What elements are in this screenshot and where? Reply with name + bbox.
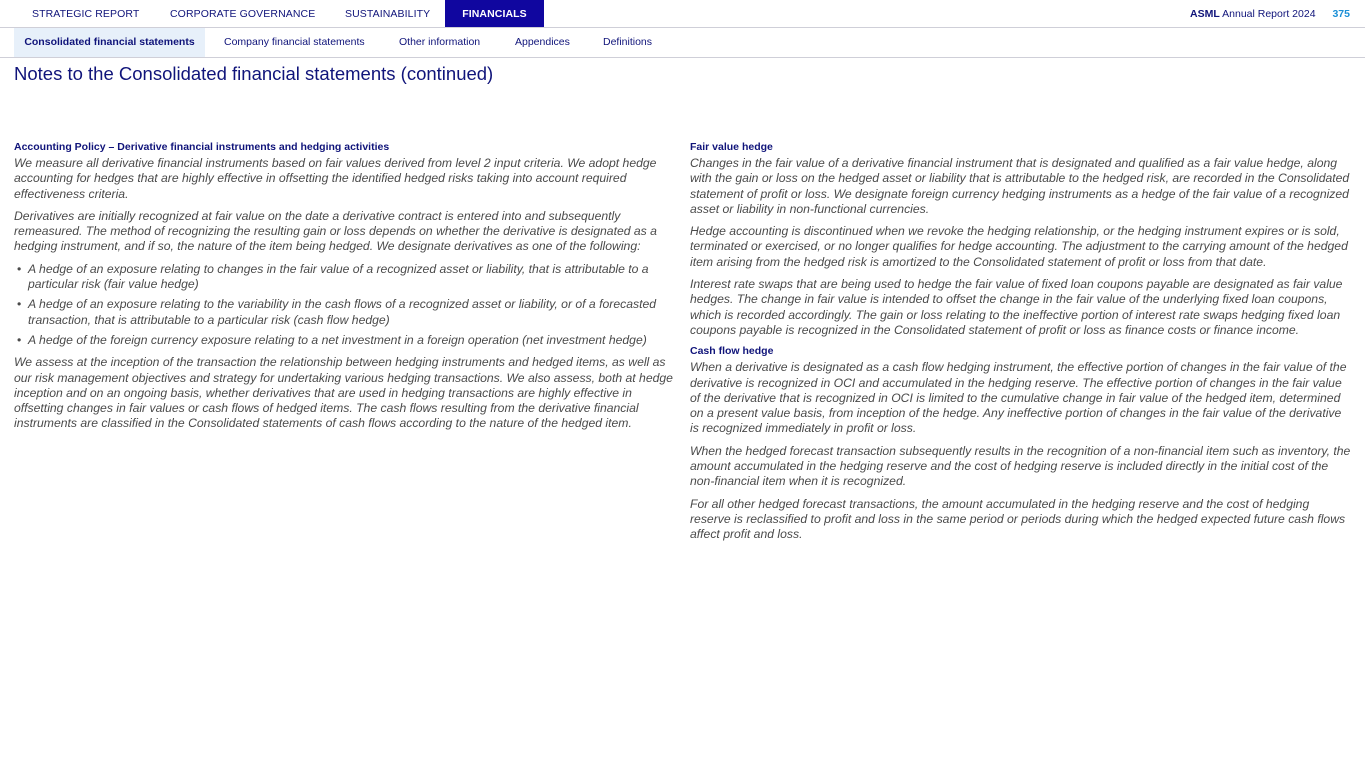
designation-list	[14, 262, 676, 348]
paragraph: We measure all derivative financial instruments based on fair values derived from level 2 input criteria. We adopt hedge accounting for hedges that are highly effective in offsetting the identified hedged risks taking into account required effectiveness criteria.	[14, 156, 657, 201]
paragraph: When the hedged forecast transaction subsequently results in the recognition of a non-financial item such as inventory, the amount accumulated in the hedging reserve and the cost of hedging reserve is included directly in the initial cost of the non-financial item when it is recognized.	[690, 443, 1351, 489]
subtab-consolidated-financial-statements[interactable]: Consolidated financial statements	[14, 28, 205, 57]
list-item: • A hedge of the foreign currency exposure relating to a net investment in a foreign operation (net investment hedge)	[17, 332, 647, 347]
subtab-appendices[interactable]: Appendices	[515, 36, 570, 48]
subtab-company-financial-statements[interactable]: Company financial statements	[224, 36, 365, 48]
right-column	[690, 141, 1352, 550]
paragraph: We assess at the inception of the transaction the relationship between hedging instruments and hedged items, as well as our risk management objectives and strategy for undertaking various hedging transactions. We also assess, both at hedge inception and on an ongoing basis, whether derivatives that are used in hedging transactions are highly effective in offsetting changes in fair values or cash flows of hedged items. The cash flows resulting from the derivative financial instruments are classified in the Consolidated statements of cash flows according to the nature of the hedged item.	[14, 355, 673, 431]
tab-corporate-governance[interactable]: CORPORATE GOVERNANCE	[170, 8, 316, 20]
paragraph: For all other hedged forecast transactions, the amount accumulated in the hedging reserve and the cost of hedging reserve is reclassified to profit and loss in the same period or periods during which the hedged expected future cash flows affect profit and loss.	[690, 496, 1346, 542]
paragraph: Derivatives are initially recognized at fair value on the date a derivative contract is entered into and subsequently remeasured. The method of recognizing the resulting gain or loss depends on whether the derivative is designated as a hedging instrument, and if so, the nature of the item being hedged. We designate derivatives as one of the following:	[14, 208, 657, 254]
subtab-other-information[interactable]: Other information	[399, 36, 481, 48]
page-title: Notes to the Consolidated financial statements (continued)	[14, 63, 494, 84]
report-brand	[1190, 0, 1350, 27]
page-number: 375	[1332, 8, 1350, 20]
paragraph: Changes in the fair value of a derivative financial instrument that is designated and qualified as a fair value hedge, along with the gain or loss on the hedged asset or liability that is attributable to the hedged risk, are recorded in the Consolidated statement of profit or loss. We designate foreign currency hedging instruments as a hedge of the fair value of a recognized asset or liability in non-functional currencies.	[690, 156, 1350, 216]
accounting-policy-heading: Accounting Policy – Derivative financial instruments and hedging activities	[14, 141, 390, 153]
bullet-icon: •	[17, 297, 22, 312]
list-item: • A hedge of an exposure relating to the variability in the cash flows of a recognized asset or liability, or of a forecasted transaction, that is attributable to a particular risk (cash flow hedge)	[17, 297, 657, 327]
subtab-definitions[interactable]: Definitions	[603, 36, 653, 48]
paragraph: Interest rate swaps that are being used to hedge the fair value of fixed loan coupons payable are designated as fair value hedges. The change in fair value is intended to offset the change in the fair value of the underlying fixed loan coupons, which is recorded accordingly. The gain or loss relating to the ineffective portion of interest rate swaps hedging fixed loan coupons payable is recognized in the Consolidated statement of profit or loss as finance costs or finance income.	[690, 277, 1343, 337]
bullet-icon: •	[17, 332, 22, 347]
paragraph: Hedge accounting is discontinued when we revoke the hedging relationship, or the hedging instrument expires or is sold, terminated or exercised, or no longer qualifies for hedge accounting. The adjustment to the carrying amount of the hedged item arising from the hedged risk is amortized to the Consolidated statement of profit or loss from that date.	[690, 224, 1348, 269]
left-column	[14, 141, 676, 439]
brand-name: ASML	[1190, 8, 1220, 20]
list-item: • A hedge of an exposure relating to changes in the fair value of a recognized asset or liability, that is attributable to a particular risk (fair value hedge)	[17, 261, 649, 292]
cash-flow-hedge-heading: Cash flow hedge	[690, 345, 774, 358]
tab-financials[interactable]: FINANCIALS	[445, 0, 544, 27]
bullet-icon: •	[17, 261, 22, 276]
fair-value-hedge-heading: Fair value hedge	[690, 141, 773, 153]
tab-sustainability[interactable]: SUSTAINABILITY	[345, 8, 431, 20]
tab-strategic-report[interactable]: STRATEGIC REPORT	[32, 8, 140, 20]
report-name: Annual Report 2024	[1222, 8, 1316, 20]
sub-navigation	[0, 28, 1365, 58]
paragraph: When a derivative is designated as a cash flow hedging instrument, the effective portion of changes in the fair value of the derivative is recognized in OCI and accumulated in the hedging reserve. The effective portion of changes in the fair value of the derivative that is recognized in OCI is limited to the cumulative change in fair value of the hedged item, determined on a present value basis, from inception of the hedge. Any ineffective portion of changes in the fair value of the derivative is recognized immediately in profit or loss.	[690, 360, 1347, 436]
top-navigation	[0, 0, 1365, 28]
